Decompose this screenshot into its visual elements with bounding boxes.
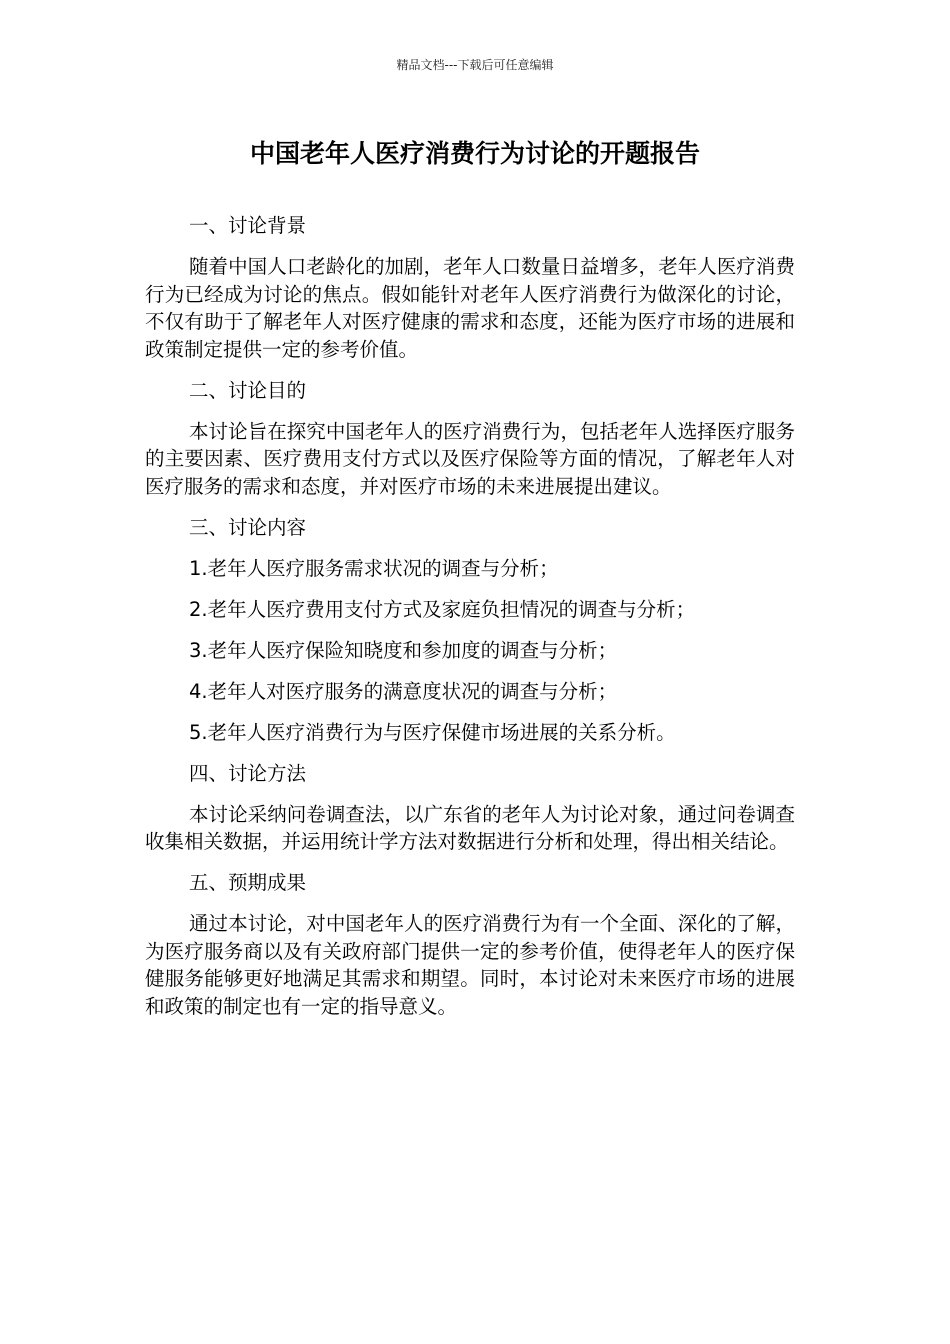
section-heading-results: 五、预期成果: [189, 871, 307, 894]
paragraph-background: 随着中国人口老龄化的加剧，老年人口数量日益增多，老年人医疗消费行为已经成为讨论的焦点。假如能针对老年人医疗消费行为做深化的讨论，不仅有助于了解老年人对医疗健康的需求和态度，还能为医疗市场的进展和政策制定提供一定的参考价值。: [145, 255, 795, 361]
content-list-item: 5.老年人医疗消费行为与医疗保健市场进展的关系分析。: [189, 720, 676, 744]
page-header: 精品文档---下载后可任意编辑: [396, 58, 554, 72]
paragraph-purpose: 本讨论旨在探究中国老年人的医疗消费行为，包括老年人选择医疗服务的主要因素、医疗费用支付方式以及医疗保险等方面的情况，了解老年人对医疗服务的需求和态度，并对医疗市场的未来进展提出建议。: [145, 419, 795, 498]
section-heading-purpose: 二、讨论目的: [189, 378, 307, 402]
paragraph-results: 通过本讨论，对中国老年人的医疗消费行为有一个全面、深化的了解，为医疗服务商以及有关政府部门提供一定的参考价值，使得老年人的医疗保健服务能够更好地满足其需求和期望。同时，本讨论对未来医疗市场的进展和政策的制定也有一定的指导意义。: [145, 912, 795, 1018]
content-list-item: 4.老年人对医疗服务的满意度状况的调查与分析；: [189, 679, 618, 703]
section-heading-background: 一、讨论背景: [189, 214, 307, 237]
document-title: 中国老年人医疗消费行为讨论的开题报告: [249, 139, 700, 168]
content-list-item: 2.老年人医疗费用支付方式及家庭负担情况的调查与分析；: [189, 597, 696, 621]
section-heading-content: 三、讨论内容: [189, 515, 307, 539]
section-heading-method: 四、讨论方法: [189, 761, 307, 785]
document-body: [145, 212, 795, 1034]
content-list-item: 1.老年人医疗服务需求状况的调查与分析；: [189, 556, 559, 580]
content-list-item: 3.老年人医疗保险知晓度和参加度的调查与分析；: [189, 638, 618, 662]
paragraph-method: 本讨论采纳问卷调查法，以广东省的老年人为讨论对象，通过问卷调查收集相关数据，并运用统计学方法对数据进行分析和处理，得出相关结论。: [145, 802, 795, 853]
